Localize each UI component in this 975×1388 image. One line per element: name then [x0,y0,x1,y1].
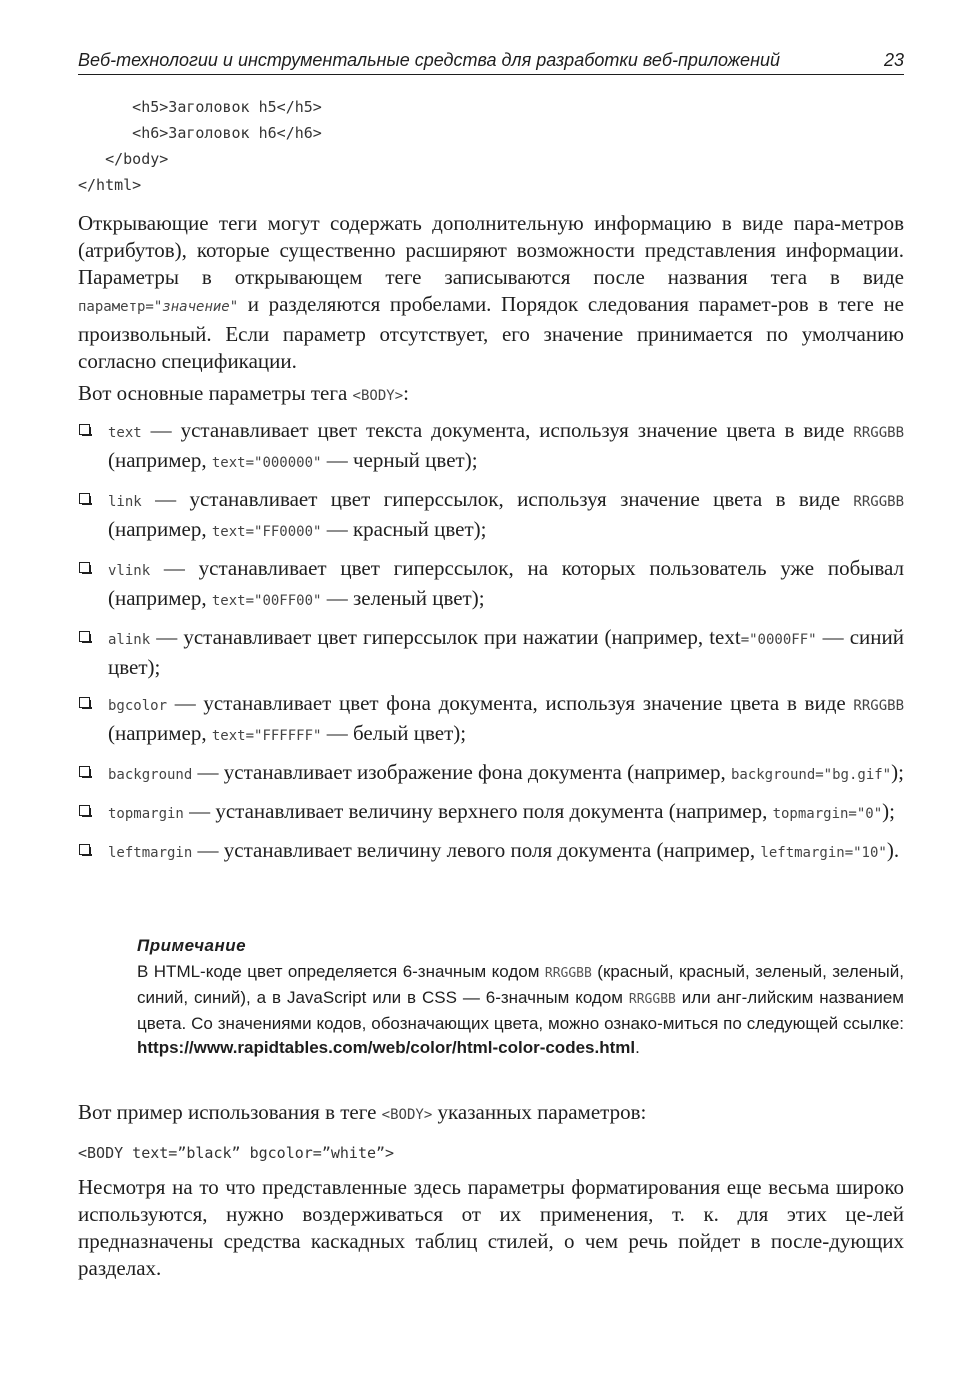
text-run: — устанавливает цвет гиперссылок, используя значение цвета в виде [141,487,854,511]
inline-code: leftmargin="10" [760,845,887,861]
inline-code: text="00FF00" [211,593,322,609]
inline-code: RRGGBB [853,425,904,441]
checkbox-bullet-icon [79,424,90,435]
text-run: или анг-лийским названием цвета. Со значениями кодов, обозначающих цвета, можно ознако-миться по следующей ссылке: [137,988,904,1033]
text-run: — устанавливает цвет гиперссылок при нажатии (например, text [150,625,741,649]
checkbox-bullet-icon [79,766,90,777]
text-run: — синий цвет); [108,625,904,679]
list-item [78,417,904,477]
list-item [78,486,904,546]
code-line: <h6>Заголовок h6</h6> [78,124,322,142]
text-run: . [635,1038,640,1057]
reference-link[interactable]: https://www.rapidtables.com/web/color/html-color-codes.html [137,1038,636,1057]
text-run: указанных параметров: [432,1100,647,1124]
param-name: background [108,767,193,783]
code-line: </html> [78,176,142,194]
paragraph-body-params [78,380,904,410]
paragraph-conclusion: Несмотря на то что представленные здесь параметры форматирования еще весьма широко используются, нужно воздерживаться от их применения, т. к. для этих це-лей предназначены средства каскадных таблиц стилей, о чем речь пойдет в после-дующих разделах. [78,1175,904,1280]
param-name: alink [108,632,151,648]
inline-code: RRGGBB [853,494,904,510]
checkbox-bullet-icon [79,493,90,504]
inline-code: RRGGBB [853,698,904,714]
text-run: — устанавливает величину левого поля документа (например, [192,838,761,862]
running-header [78,48,904,75]
checkbox-bullet-icon [79,844,90,855]
text-run: : [403,381,409,405]
text-run: — белый цвет); [321,721,467,745]
list-item [78,759,904,789]
paragraph-example-intro [78,1099,904,1129]
text-run: ); [891,760,904,784]
text-run: ). [886,838,900,862]
text-run: — зеленый цвет); [321,586,485,610]
text-run: — устанавливает величину верхнего поля документа (например, [183,799,773,823]
code-line: </body> [78,150,169,168]
list-item [78,690,904,750]
paragraph-attributes [78,210,904,375]
inline-code: <BODY> [352,388,404,404]
inline-code: background="bg.gif" [730,767,892,783]
text-run: (например, [108,448,212,472]
param-name: leftmargin [108,845,193,861]
param-name: bgcolor [108,698,168,714]
list-item [78,798,904,828]
text-run: (красный, красный, зеленый, зеленый, синий, синий), а в JavaScript или в CSS — 6-значным кодом [137,962,904,1007]
text-run: ); [882,799,895,823]
text-run: Вот основные параметры тега [78,381,353,405]
param-name: topmargin [108,806,184,822]
param-name: text [108,425,142,441]
inline-code: " [229,299,239,315]
checkbox-bullet-icon [79,631,90,642]
inline-code: ="0000FF" [740,632,817,648]
inline-code-italic: значение [162,299,230,315]
param-name: link [108,494,142,510]
checkbox-bullet-icon [79,562,90,573]
code-listing-top [78,94,322,198]
checkbox-bullet-icon [79,697,90,708]
list-item [78,555,904,615]
inline-code: text="FF0000" [211,524,322,540]
code-line: <h5>Заголовок h5</h5> [78,98,322,116]
inline-code: text="FFFFFF" [211,728,322,744]
page-number: 23 [883,50,904,70]
param-name: vlink [108,563,151,579]
text-run: — черный цвет); [321,448,478,472]
text-run: — устанавливает цвет текста документа, используя значение цвета в виде [141,418,854,442]
note-title: Примечание [137,936,247,955]
text-run: (например, [108,586,212,610]
inline-code: RRGGBB [628,992,676,1007]
code-line: <BODY text=”black” bgcolor=”white”> [78,1144,395,1162]
text-run: — устанавливает цвет гиперссылок, на которых пользователь уже побывал [150,556,904,580]
text-run: — красный цвет); [321,517,487,541]
text-run: (например, [108,721,212,745]
checkbox-bullet-icon [79,805,90,816]
text-run: — устанавливает изображение фона документа (например, [192,760,731,784]
inline-code: <BODY> [381,1107,433,1123]
inline-code: параметр=" [78,299,163,315]
text-run: Открывающие теги могут содержать дополнительную информацию в виде пара-метров (атрибутов), которые существенно расширяют возможности представления информации. Параметры в открывающем теге записываются после названия тега в виде [78,211,904,289]
text-run: — устанавливает цвет фона документа, используя значение цвета в виде [167,691,854,715]
inline-code: topmargin="0" [772,806,883,822]
code-example [78,1140,394,1166]
text-run: В HTML-коде цвет определяется 6-значным кодом [137,962,545,981]
list-item [78,624,904,681]
text-run: (например, [108,517,212,541]
text-run: Вот пример использования в теге [78,1100,382,1124]
inline-code: RRGGBB [544,966,592,981]
note-body [137,960,904,1060]
inline-code: text="000000" [211,455,322,471]
text-run: и разделяются пробелами. Порядок следования парамет-ров в теге не произвольный. Если параметр отсутствует, его значение принимается по умолчанию согласно спецификации. [78,292,904,373]
list-item [78,837,904,867]
note-box [137,936,904,1060]
body-params-list [78,417,904,876]
header-title: Веб-технологии и инструментальные средства для разработки веб-приложений [78,50,780,70]
